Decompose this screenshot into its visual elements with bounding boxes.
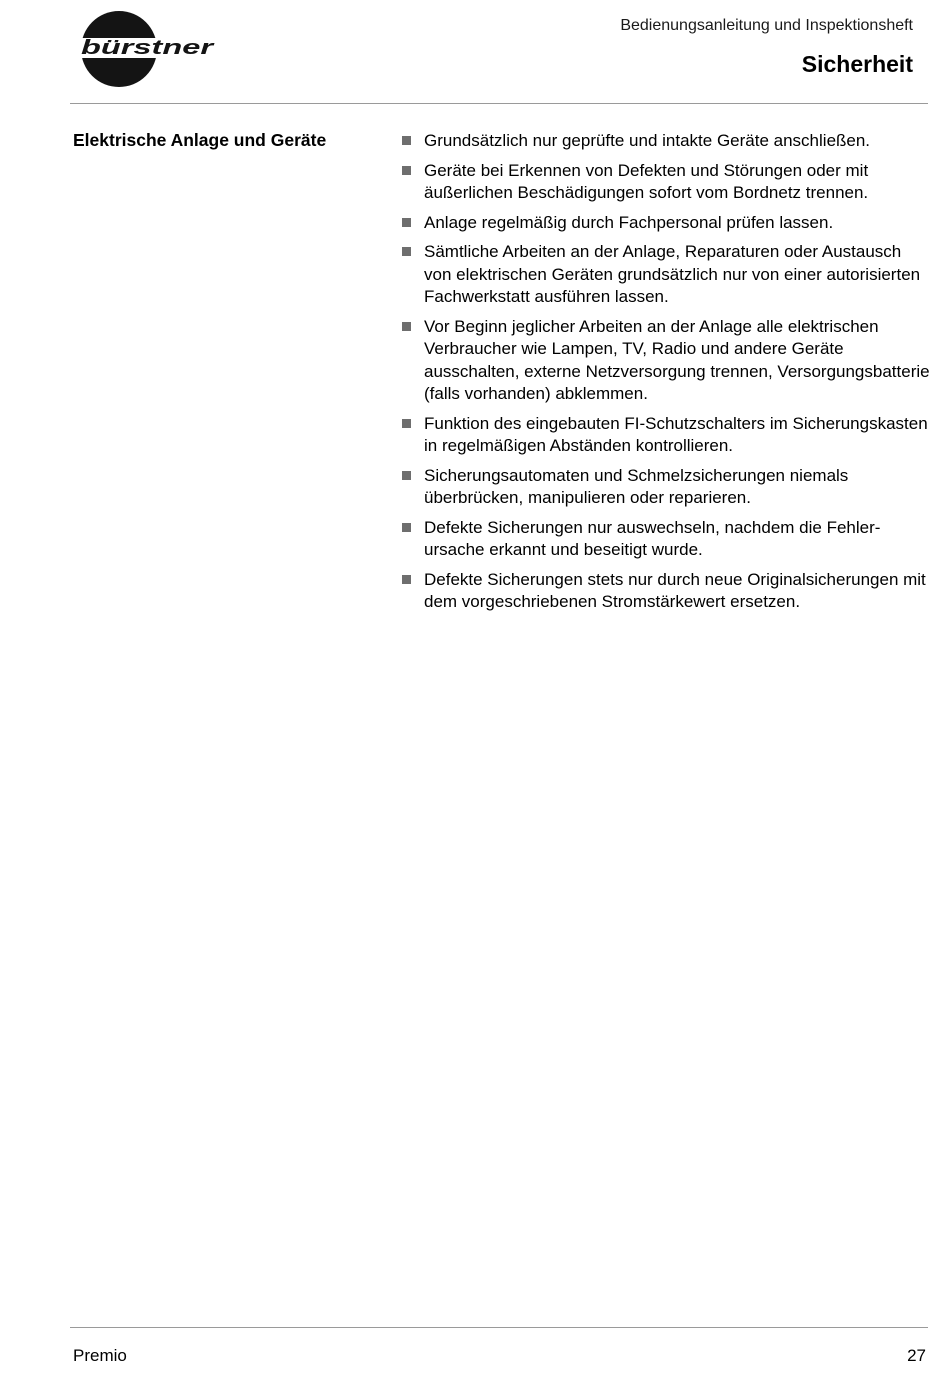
list-item-text: Anlage regelmäßig durch Fachpersonal prüfen lassen. bbox=[424, 212, 834, 232]
square-bullet-icon bbox=[402, 136, 411, 145]
buerstner-logo bbox=[80, 10, 218, 88]
list-item bbox=[400, 212, 930, 235]
square-bullet-icon bbox=[402, 166, 411, 175]
list-item-text: Sämtliche Arbeiten an der Anlage, Reparaturen oder Austausch von elektrischen Geräten grundsätzlich nur von einer autorisierten Fachwerkstatt ausführen lassen. bbox=[424, 242, 921, 306]
square-bullet-icon bbox=[402, 419, 411, 428]
list-item bbox=[400, 517, 930, 562]
list-item bbox=[400, 316, 930, 406]
list-item bbox=[400, 130, 930, 153]
list-item bbox=[400, 160, 930, 205]
square-bullet-icon bbox=[402, 322, 411, 331]
square-bullet-icon bbox=[402, 523, 411, 532]
list-item-text: Grundsätzlich nur geprüfte und intakte Geräte anschließen. bbox=[424, 131, 871, 150]
header-divider bbox=[70, 103, 928, 104]
document-title: Bedienungsanleitung und Inspektionsheft bbox=[620, 17, 913, 34]
list-item bbox=[400, 413, 930, 458]
square-bullet-icon bbox=[402, 575, 411, 584]
list-item-text: Sicherungsautomaten und Schmelzsicherungen niemals überbrücken, manipulieren oder reparieren. bbox=[424, 465, 849, 507]
square-bullet-icon bbox=[402, 471, 411, 480]
list-item-text: Geräte bei Erkennen von Defekten und Störungen oder mit äußerlichen Beschädigungen sofort vom Bordnetz trennen. bbox=[424, 160, 869, 202]
list-item-text: Defekte Sicherungen stets nur durch neue Originalsicherungen mit dem vorgeschriebenen Stromstärkewert ersetzen. bbox=[424, 569, 926, 611]
footer-model-name: Premio bbox=[73, 1346, 127, 1365]
list-item-text: Funktion des eingebauten FI-Schutzschalters im Sicherungskasten in regelmäßigen Abständen kontrollieren. bbox=[424, 413, 928, 455]
list-item bbox=[400, 569, 930, 614]
list-item bbox=[400, 465, 930, 510]
list-item-text: Vor Beginn jeglicher Arbeiten an der Anlage alle elektrischen Verbraucher wie Lampen, TV, Radio und andere Geräte ausschalten, externe Netzversorgung trennen, Versorgungsbatterie (falls vorhanden) abklemmen. bbox=[424, 316, 930, 403]
list-item-text: Defekte Sicherungen nur auswechseln, nachdem die Fehlerursache erkannt und beseitigt wurde. bbox=[424, 517, 881, 559]
square-bullet-icon bbox=[402, 218, 411, 227]
square-bullet-icon bbox=[402, 247, 411, 256]
section-title: Sicherheit bbox=[801, 51, 913, 77]
footer-divider bbox=[70, 1327, 928, 1328]
subsection-heading: Elektrische Anlage und Geräte bbox=[73, 130, 327, 150]
logo-wordmark: bürstner bbox=[81, 37, 215, 59]
page-number: 27 bbox=[907, 1346, 926, 1365]
list-item bbox=[400, 241, 930, 309]
safety-bullet-list bbox=[400, 130, 930, 621]
